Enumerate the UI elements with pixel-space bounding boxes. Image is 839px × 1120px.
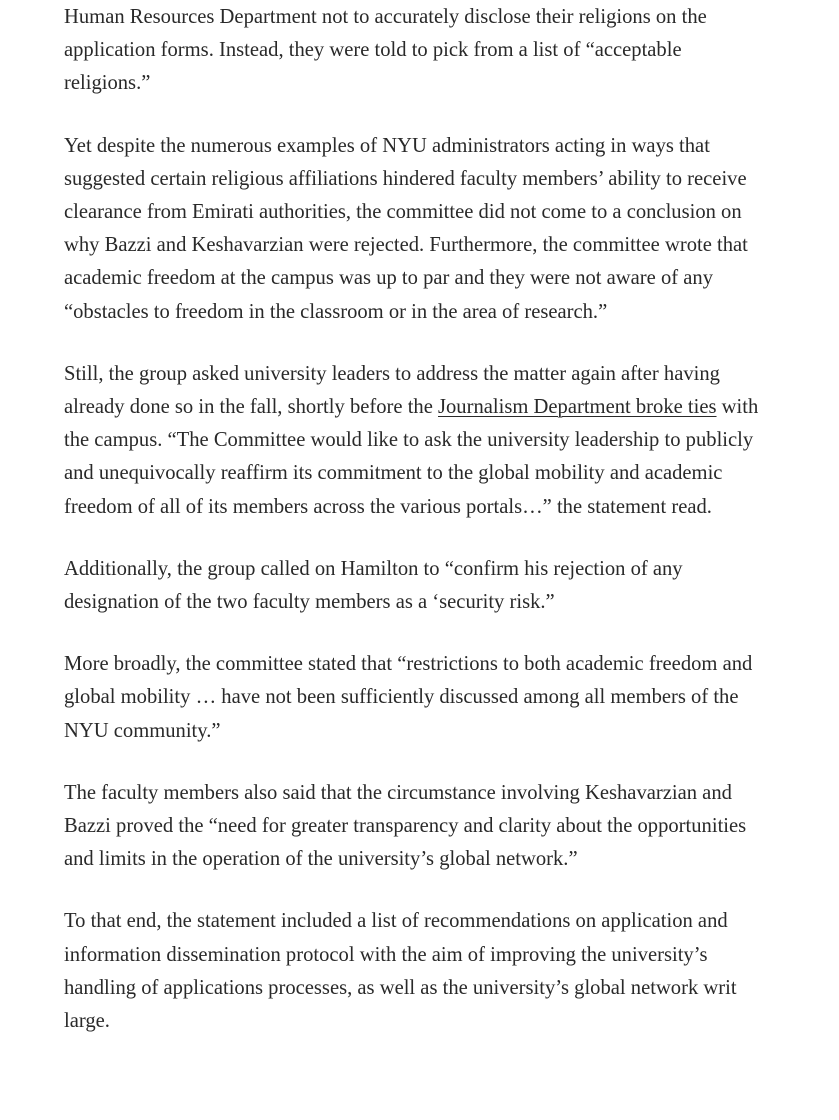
paragraph-recommendations: To that end, the statement included a list of recommendations on application and information dissemination protocol with the aim of improving the university’s handling of applications processes, as well as the university’s global network writ large.	[64, 910, 737, 1033]
journalism-department-link[interactable]: Journalism Department broke ties	[438, 396, 717, 419]
paragraph-committee-conclusion: Yet despite the numerous examples of NYU administrators acting in ways that suggested certain religious affiliations hindered faculty members’ ability to receive clearance from Emirati authorities, the committee did not come to a conclusion on why Bazzi and Keshavarzian were rejected. Furthermore, the committee wrote that academic freedom at the campus was up to par and they were not aware of any “obstacles to freedom in the classroom or in the area of research.”	[64, 134, 748, 323]
paragraph-leaders-request	[64, 358, 764, 524]
paragraph-leaders-request-lead: Still, the group asked university leaders to address the matter again after having already done so in the fall, shortly before the	[64, 362, 720, 419]
article-body	[64, 1, 764, 1067]
paragraph-transparency: The faculty members also said that the circumstance involving Keshavarzian and Bazzi proved the “need for greater transparency and clarity about the opportunities and limits in the operation of the university’s global network.”	[64, 781, 747, 871]
paragraph-hamilton-call: Additionally, the group called on Hamilton to “confirm his rejection of any designation of the two faculty members as a ‘security risk.”	[64, 557, 683, 614]
paragraph-restrictions: More broadly, the committee stated that “restrictions to both academic freedom and global mobility … have not been sufficiently discussed among all members of the NYU community.”	[64, 653, 753, 742]
paragraph-leaders-request-tail: with the campus. “The Committee would like to ask the university leadership to publicly and unequivocally reaffirm its commitment to the global mobility and academic freedom of all of its members across the various portals…” the statement read.	[64, 396, 759, 518]
paragraph-hr-religions: Human Resources Department not to accurately disclose their religions on the application forms. Instead, they were told to pick from a list of “acceptable religions.”	[64, 6, 707, 95]
